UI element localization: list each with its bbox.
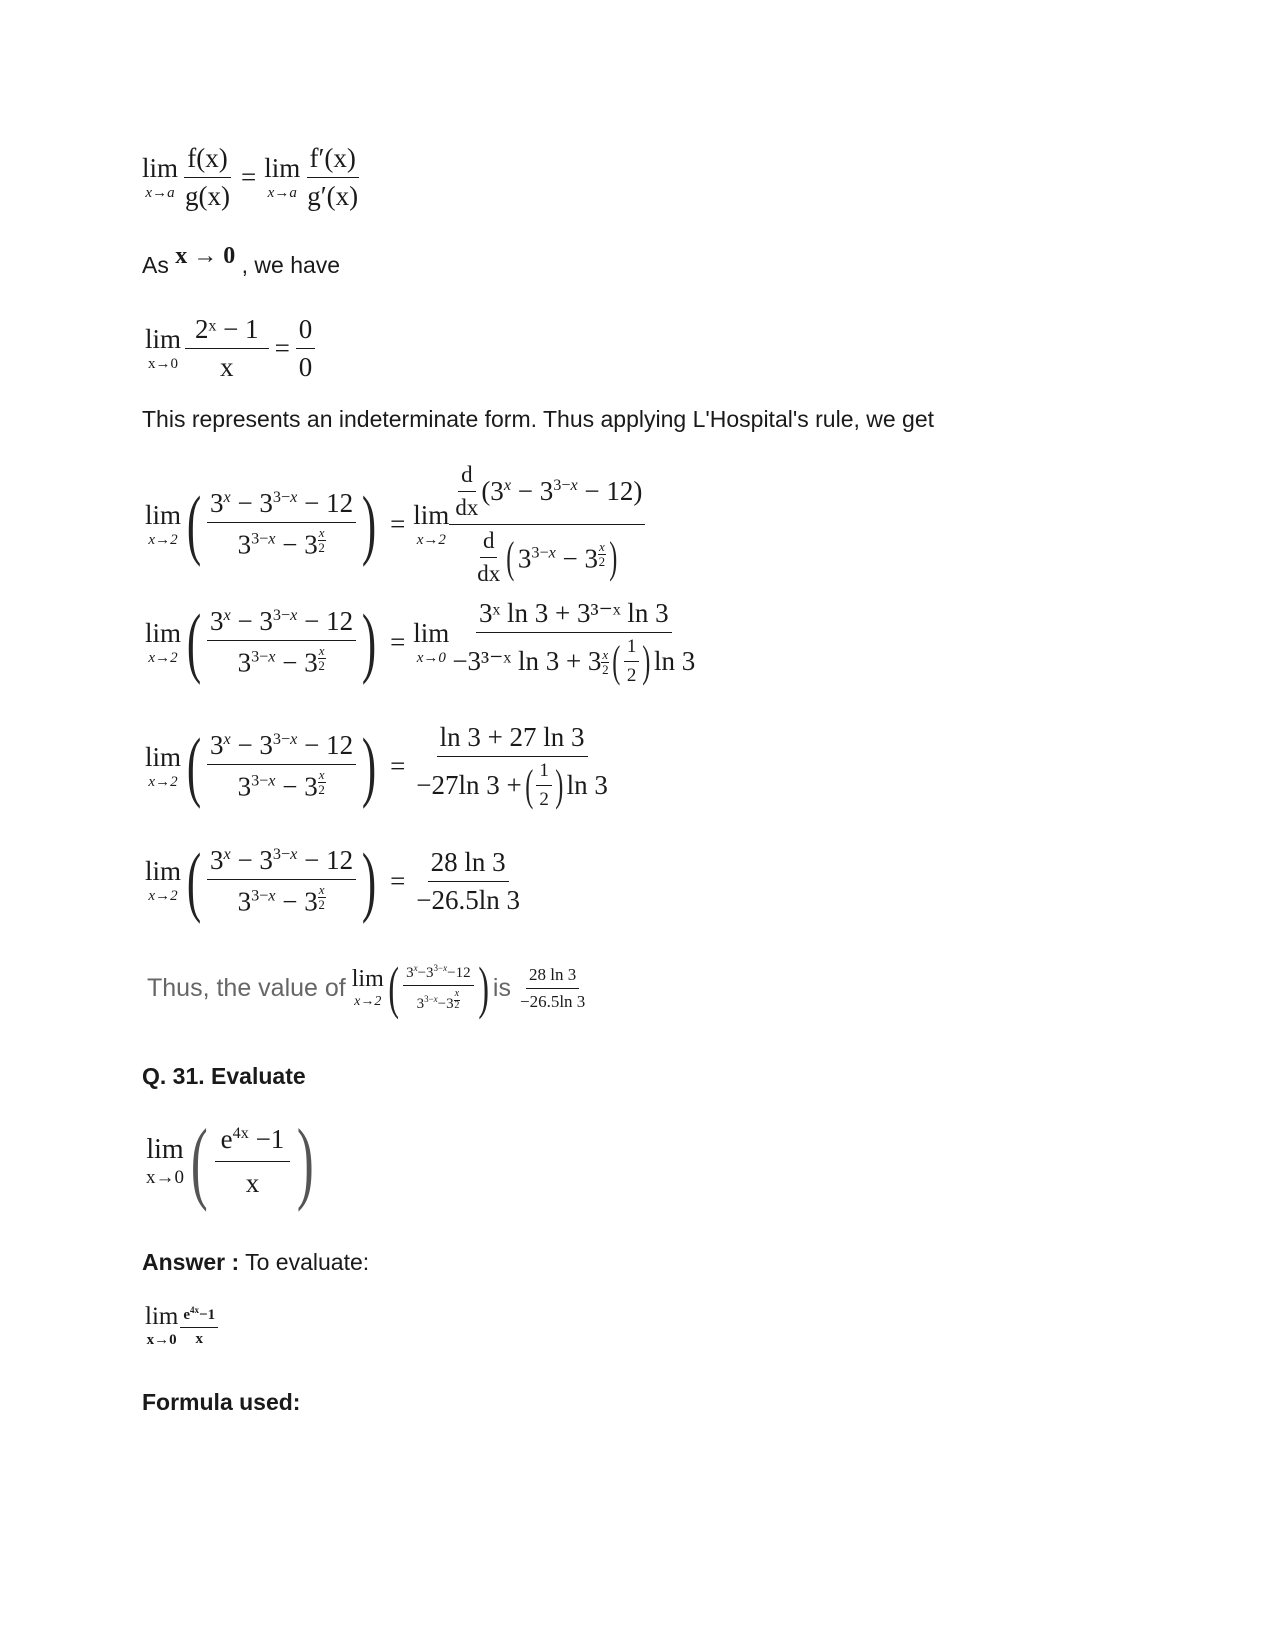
question-fraction: $\frac{e^{4x} -1}{x}$ (215, 1124, 291, 1199)
conclusion-main-fraction: $3^x-3^{3-x}-12$ $3^{3-x}-3$ $^{\frac{x}{2}}$ (403, 963, 474, 1013)
limit-operator: lim x→0 (413, 617, 450, 666)
rhs-fraction: $\frac{f'(x)}{g'(x)}$ (307, 143, 359, 211)
limit-operator: lim x→2 (145, 741, 182, 790)
step-2-formula: lim x→2 ( $3^x - 3^{3-x} - 12$ $3^{3-x} - 3$ $^{\frac{x}{2}}$ ) = lim x→0 3ˣ ln 3 + 3³⁻ˣ ln 3 −3³⁻ˣ ln 3 + 3 $\frac{x}{2}$ ( $\frac{1}{2}$ ) ln 3 (145, 598, 698, 687)
answer-line: Answer : To evaluate: (142, 1249, 370, 1275)
question-heading: Q. 31. Evaluate (142, 1063, 306, 1089)
step-4-formula: lim x→2 ( $3^x - 3^{3-x} - 12$ $3^{3-x} - 3$ $^{\frac{x}{2}}$ ) = $\frac{28 \ln 3}{-26.5\ln 3}$ (145, 845, 523, 918)
as-line: As x → 0 , we have (142, 243, 341, 278)
formula-used-heading: Formula used: (142, 1389, 301, 1415)
fraction: $\frac{\text{2ˣ − 1}}{x}$ (185, 314, 269, 383)
step-3-formula: lim x→2 ( $3^x - 3^{3-x} - 12$ $3^{3-x} - 3$ $^{\frac{x}{2}}$ ) = ln 3 + 27 ln 3 −27ln 3 + ( $\frac{1}{2}$ ) ln 3 (145, 722, 611, 811)
limit-operator: lim x→0 (146, 1133, 184, 1188)
limit-operator: lim x→2 (413, 499, 450, 548)
main-fraction: $3^x - 3^{3-x} - 12$ $3^{3-x} - 3$ $^{\frac{x}{2}}$ (207, 606, 356, 679)
limit-operator: lim x→0 (145, 323, 182, 372)
answer-formula (145, 1304, 218, 1348)
indeterminate-text: This represents an indeterminate form. Thus applying L'Hospital's rule, we get (142, 406, 935, 432)
answer-fraction: $\frac{e^{4x}-1}{x}$ (180, 1305, 218, 1348)
main-fraction: $3^x - 3^{3-x} - 12$ $3^{3-x} - 3$ $^{\frac{x}{2}}$ (207, 730, 356, 803)
step-1-formula: lim x→2 ( $3^x - 3^{3-x} - 12$ $3^{3-x} - 3$ $^{\frac{x}{2}}$ ) = lim x→2 $\frac{d}{dx}$ $(3^x - 3^{3-x} - 12)$ $\frac{d}{dx}$ ( $3^{3-x} - 3$ $^{\frac{x}{2}}$ ) (145, 462, 645, 587)
limit-operator: lim x→2 (145, 856, 182, 905)
step-3-fraction: ln 3 + 27 ln 3 −27ln 3 + ( $\frac{1}{2}$ ) ln 3 (416, 722, 608, 810)
answer-label: Answer : (142, 1249, 240, 1275)
limit-operator: lim x→2 (351, 966, 384, 1010)
limit-operator: lim x→2 (145, 617, 182, 666)
main-fraction: $3^x - 3^{3-x} - 12$ $3^{3-x} - 3$ $^{\frac{x}{2}}$ (207, 845, 356, 918)
conclusion-line: Thus, the value of lim x→2 ( $3^x-3^{3-x}-12$ $3^{3-x}-3$ $^{\frac{x}{2}}$ ) is $\frac{28 \ln 3}{-26.5\ln 3}$ (147, 962, 588, 1014)
limit-operator: lim x→a (264, 152, 301, 201)
lhopital-formula: lim x→a $\frac{f(x)}{g(x)}$ = lim x→a $\frac{f'(x)}{g'(x)}$ (142, 143, 361, 212)
conclusion-value: $\frac{28 \ln 3}{-26.5\ln 3}$ (519, 964, 586, 1011)
limit-operator: lim x→a (142, 152, 179, 201)
step-2-fraction: 3ˣ ln 3 + 3³⁻ˣ ln 3 −3³⁻ˣ ln 3 + 3 $\frac{x}{2}$ ( $\frac{1}{2}$ ) ln 3 (452, 598, 696, 686)
question-formula: lim x→0 ( $\frac{e^{4x} -1}{x}$ ) (146, 1110, 315, 1212)
lhs-fraction: $\frac{f(x)}{g(x)}$ (185, 143, 230, 211)
step-4-fraction: $\frac{28 \ln 3}{-26.5\ln 3}$ (416, 846, 521, 915)
indeterminate-formula: lim x→0 $\frac{\text{2ˣ − 1}}{x}$ = $\frac{0}{0}$ (145, 314, 315, 383)
zero-over-zero: $\frac{0}{0}$ (296, 314, 316, 383)
limit-operator: lim x→0 (145, 1303, 179, 1348)
derivative-fraction: $\frac{d}{dx}$ $(3^x - 3^{3-x} - 12)$ $\frac{d}{dx}$ ( $3^{3-x} - 3$ $^{\frac{x}{2}}$ ) (449, 462, 645, 587)
main-fraction: $3^x - 3^{3-x} - 12$ $3^{3-x} - 3$ $^{\frac{x}{2}}$ (207, 488, 356, 561)
limit-operator: lim x→2 (145, 499, 182, 548)
